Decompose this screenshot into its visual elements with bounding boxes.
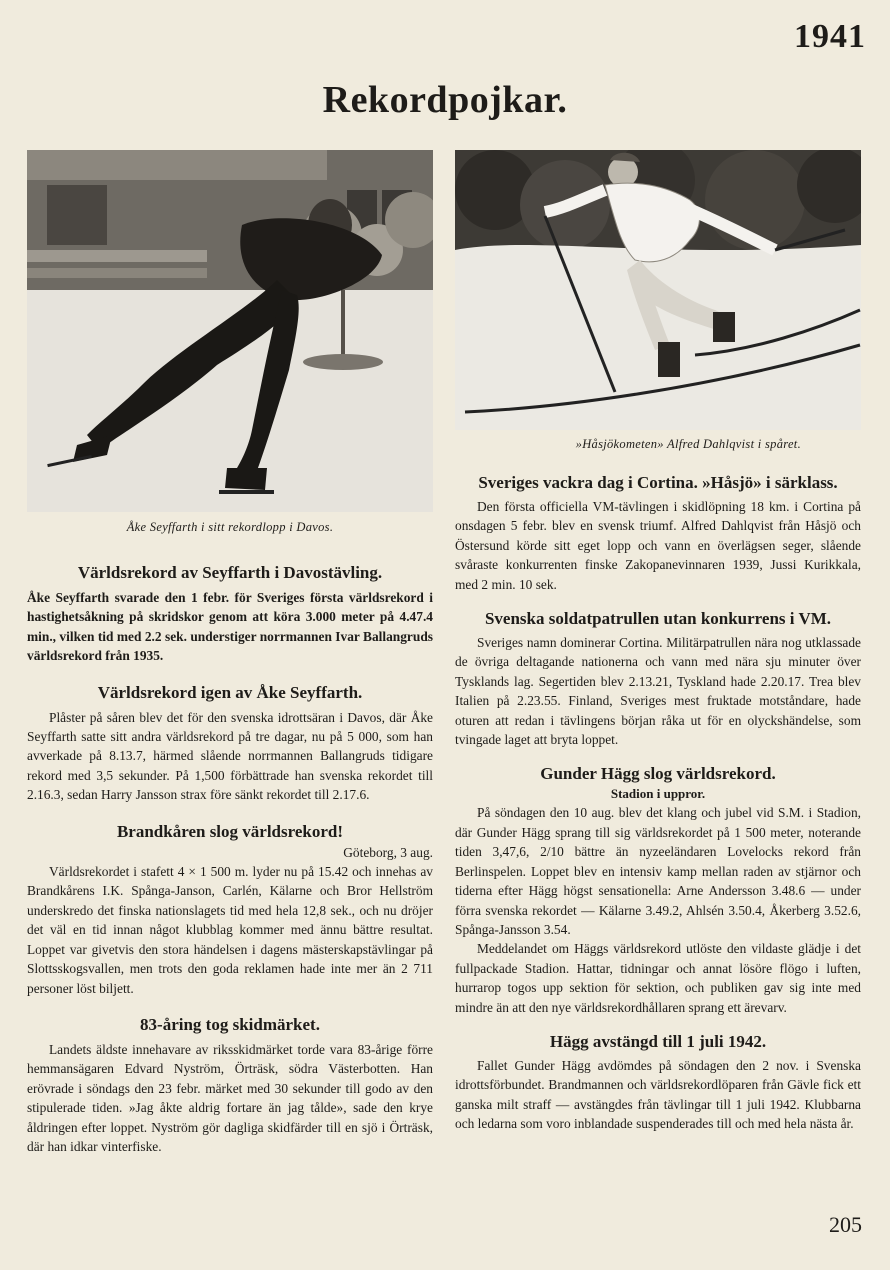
article-title-hagg-rekord: Gunder Hägg slog världsrekord. xyxy=(540,764,776,784)
article-title-hagg-avstangd: Hägg avstängd till 1 juli 1942. xyxy=(549,1031,767,1051)
article-body-hagg-avstangd: Fallet Gunder Hägg avdömdes på söndagen den 2 nov. i Svenska idrottsförbundet. Brandmannen och världsrekordlöparen från Gävle fick ett ganska milt straff — avstängdes från tävlingar till 1 juli 1942. Klubbarna och ledarna som voro inblandade suspenderades till och med hela nästa år. xyxy=(455,1057,861,1132)
article-body-soldatpatrullen: Sveriges namn dominerar Cortina. Militärpatrullen nära nog utklassade de övriga deltagande nationerna och vann med nära sju minuter över Tysklands lag. Segertiden blev 2.13.21, Tyskland hade 2.20.17. Trea blev Italien på 2.23.55. Finland, Sveriges mest fruktade motståndare, hade oturen att redan i tävlingens början råka ut för en olyckshändelse, som tvingade laget att bryta loppet. xyxy=(455,635,861,748)
photo-skater-caption: Åke Seyffarth i sitt rekordlopp i Davos. xyxy=(126,520,334,534)
article-subtitle-hagg-rekord: Stadion i uppror. xyxy=(610,786,706,802)
article-body-seyffarth-again: Plåster på såren blev det för den svenska idrottsäran i Davos, där Åke Seyffarth satte sitt andra världsrekord på tre dagar, nu på 5 000, som han avverkade på 8.13.7, härmed slående norrmannen Ballangruds tidigare rekord med 3,5 sekunder. På 1,500 förbättrade han svenska rekordet till 2.16.3, sedan Harry Jansson strax före sänkt rekordet till 2.17.6. xyxy=(27,709,433,803)
left-column xyxy=(27,562,433,1156)
page-number: 205 xyxy=(829,1212,862,1237)
page-title: Rekordpojkar. xyxy=(322,79,568,121)
article-body-seyffarth-davos: Åke Seyffarth svarade den 1 febr. för Sveriges första världsrekord i hastighetsåkning på skridskor genom att köra 3.000 meter på 4.47.4 min., vilken tid med 2.2 sek. understiger norrmannen Ivar Ballangruds världsrekord från 1935. xyxy=(27,590,433,664)
article-title-seyffarth-again: Världsrekord igen av Åke Seyffarth. xyxy=(97,682,363,702)
article-title-cortina: Sveriges vackra dag i Cortina. »Håsjö» i särklass. xyxy=(478,473,838,492)
article-dateline-brandkaren: Göteborg, 3 aug. xyxy=(343,844,433,860)
article-body-brandkaren: Världsrekordet i stafett 4 × 1 500 m. lyder nu på 15.42 och innehas av Brandkårens I.K. Spånga-Janson, Carlén, Kälarne och Bror Hellström underskredo det finska nationslagets tid med hela 12,8 sek., och nu dröjer det väl en tid innan något klubblag kommer med ännu bättre resultat. Loppet var givetvis den stora händelsen i dagens mästerskapstävlingar på Slottsskogsvallen, men trots den goda reklamen hade inte mer än 2 711 personer löst biljett. xyxy=(27,864,433,996)
article-body-cortina: Den första officiella VM-tävlingen i skidlöpning 18 km. i Cortina på onsdagen 5 febr. blev en svensk triumf. Alfred Dahlqvist från Håsjö och Östersund körde sitt eget lopp och vann en överlägsen seger, slående svåraste konkurrenten finske Zakopanevinnaren 1939, Jussi Kurikkala, med 2 min. 10 sek. xyxy=(455,499,861,592)
article-body-83-aring: Landets äldste innehavare av riksskidmärket torde vara 83-årige förre hemmansägaren Edvard Nyström, Örträsk, södra Västerbotten. Han erövrade i söndags den 23 febr. märket med 30 sekunder till godo av den stipulerade tiden. »Jag åkte aldrig fortare än jag tålde», sade den krye åldringen efter loppet. Nyström gör dagliga skidfärder till en sjö i Örträsk, där han idkar vinterfiske. xyxy=(27,1041,433,1154)
photo-skier-caption: »Håsjökometen» Alfred Dahlqvist i spåret. xyxy=(575,437,801,451)
article-title-seyffarth-davos: Världsrekord av Seyffarth i Davostävling. xyxy=(77,563,383,582)
page-year: 1941 xyxy=(794,18,866,55)
article-title-83-aring: 83-åring tog skidmärket. xyxy=(140,1014,320,1034)
article-body-hagg-rekord-2: Meddelandet om Häggs världsrekord utlöste den vildaste glädje i det fullpackade Stadion. Hattar, tidningar och annat lösöre flögo i luften, hurrarop togos upp sektion för sektion, och publiken gav sig inte med mindre än att den nye världsrekordhållaren sprang ett ärevarv. xyxy=(455,941,861,1015)
article-title-soldatpatrullen: Svenska soldatpatrullen utan konkurrens i VM. xyxy=(484,609,832,629)
article-title-brandkaren: Brandkåren slog världsrekord! xyxy=(116,821,344,841)
photo-skier xyxy=(455,150,861,430)
right-column xyxy=(455,472,861,1134)
photo-skater xyxy=(27,150,433,512)
article-body-hagg-rekord-1: På söndagen den 10 aug. blev det klang och jubel vid S.M. i Stadion, där Gunder Hägg sprang till sig världsrekordet på 1 500 meter, noterande tiden 3,47,6, 2/10 bättre än nyzeeländaren Lovelocks rekord från Berlinspelen. Loppet blev en intensiv kamp mellan raden av stjärnor och tiderna efter Hägg högst sensationella: Arne Andersson 3.48.6 — under förra svenska rekordet — Kälarne 3.49.2, Ahlsén 3.50.4, Åkerberg 3.52.6, Spånga-Jansson 3.54. xyxy=(455,805,861,937)
